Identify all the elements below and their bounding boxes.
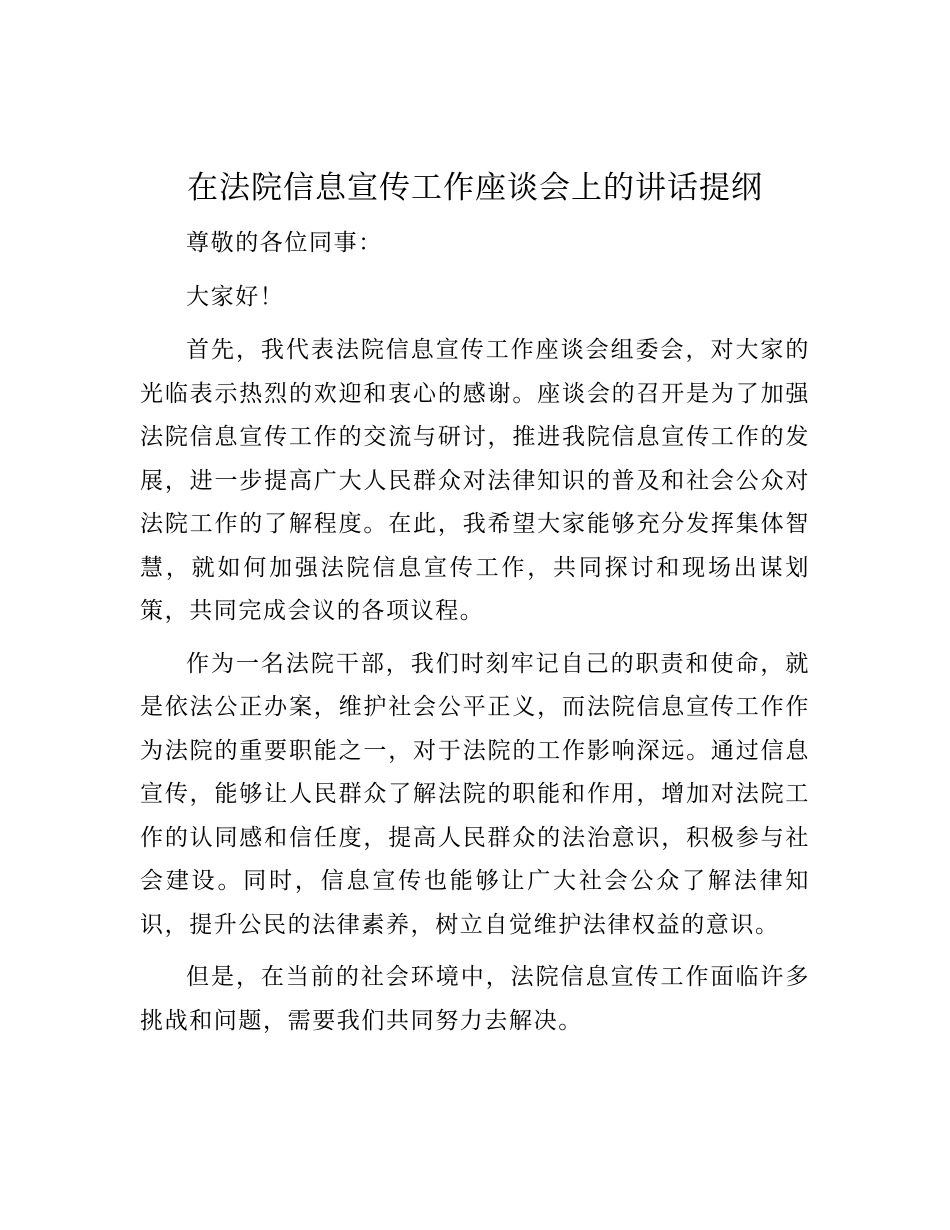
paragraph-opening: 首先，我代表法院信息宣传工作座谈会组委会，对大家的光临表示热烈的欢迎和衷心的感谢。座谈会的召开是为了加强法院信息宣传工作的交流与研讨，推进我院信息宣传工作的发展，进一步提高广大人民群众对法律知识的普及和社会公众对法院工作的了解程度。在此，我希望大家能够充分发挥集体智慧，就如何加强法院信息宣传工作，共同探讨和现场出谋划策，共同完成会议的各项议程。	[140, 337, 810, 624]
document-body	[140, 222, 810, 1052]
document-title: 在法院信息宣传工作座谈会上的讲话提纲	[187, 170, 763, 206]
paragraph-challenges: 但是，在当前的社会环境中，法院信息宣传工作面临许多挑战和问题，需要我们共同努力去解决。	[140, 964, 810, 1034]
salutation: 尊敬的各位同事：	[186, 230, 383, 256]
greeting: 大家好！	[186, 283, 285, 310]
paragraph-role: 作为一名法院干部，我们时刻牢记自己的职责和使命，就是依法公正办案，维护社会公平正义，而法院信息宣传工作作为法院的重要职能之一，对于法院的工作影响深远。通过信息宣传，能够让人民群众了解法院的职能和作用，增加对法院工作的认同感和信任度，提高人民群众的法治意识，积极参与社会建设。同时，信息宣传也能够让广大社会公众了解法律知识，提升公民的法律素养，树立自觉维护法律权益的意识。	[140, 650, 810, 938]
